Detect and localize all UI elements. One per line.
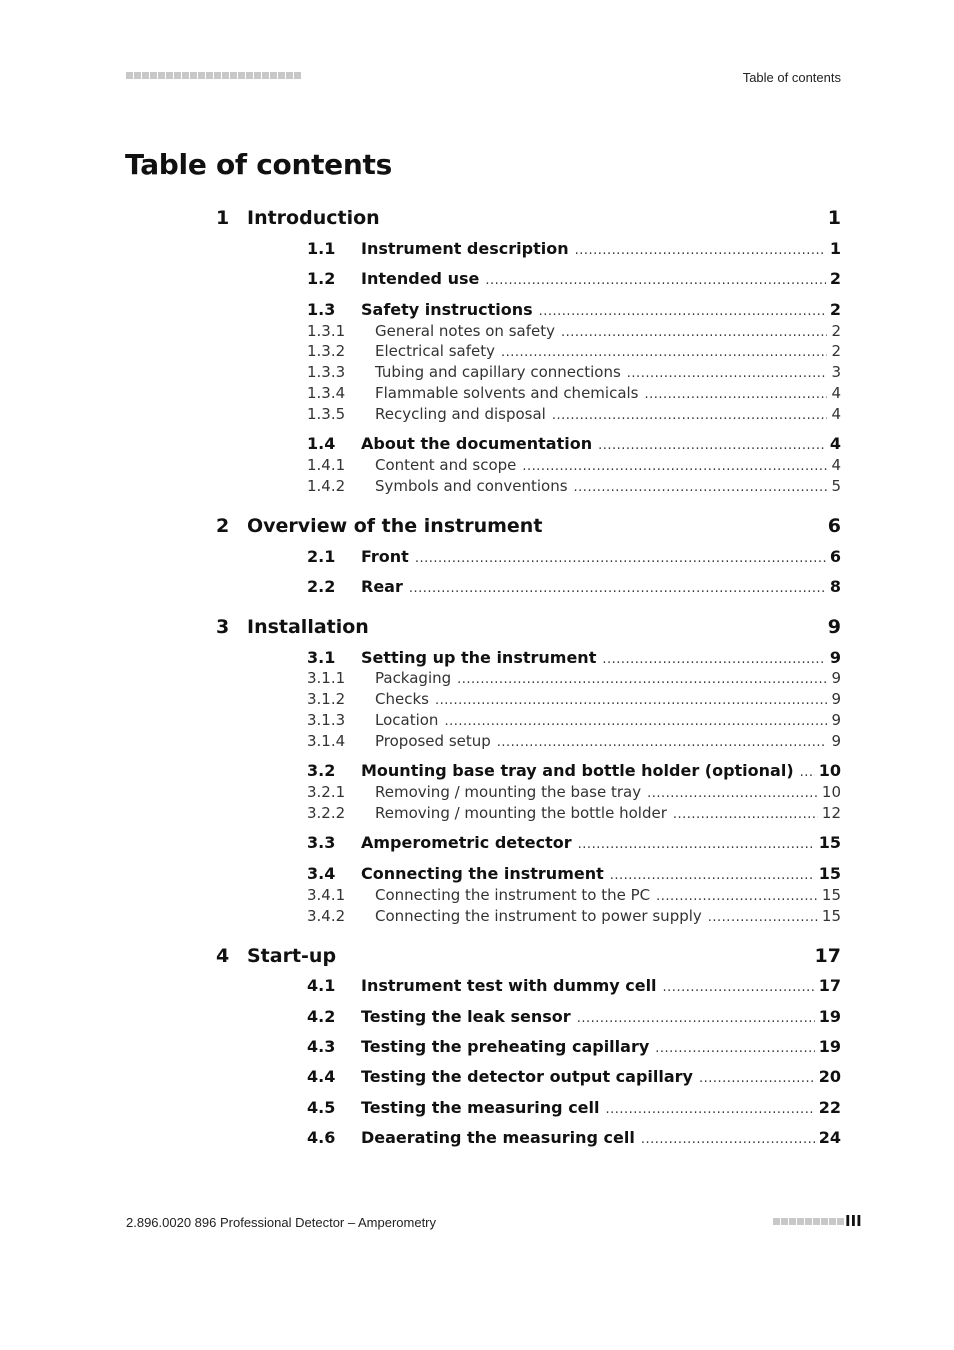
running-header: Table of contents	[742, 70, 841, 85]
dot-leader	[409, 581, 826, 596]
toc-section-number: 4.1	[307, 976, 336, 995]
toc-subsection-number: 3.4.2	[307, 907, 346, 925]
toc-section-title: Testing the detector output capillary	[361, 1067, 693, 1086]
toc-subsection-title: Location	[375, 711, 439, 729]
toc-subsection-title: Electrical safety	[375, 342, 495, 360]
toc-section-title: Connecting the instrument	[361, 864, 604, 883]
toc-subsection-number: 3.2.2	[307, 804, 346, 822]
dot-leader	[641, 1132, 815, 1147]
toc-subsection-number: 3.4.1	[307, 886, 346, 904]
toc-subsection-number: 1.3.3	[307, 363, 346, 381]
page-title: Table of contents	[125, 148, 392, 181]
toc-subsection-title: Removing / mounting the bottle holder	[375, 804, 667, 822]
toc-subsection[interactable]	[307, 477, 841, 495]
toc-section-number: 3.1	[307, 648, 336, 667]
toc-subsection[interactable]	[307, 783, 841, 801]
toc-subsection-page: 4	[831, 384, 841, 402]
toc-subsection-title: Connecting the instrument to power supply	[375, 907, 702, 925]
dot-leader	[800, 765, 815, 780]
toc-section-number: 4.3	[307, 1037, 336, 1056]
toc-section[interactable]	[307, 269, 841, 288]
toc-chapter-number: 4	[216, 945, 230, 967]
dot-leader	[708, 910, 818, 925]
toc-section-number: 1.4	[307, 434, 336, 453]
toc-subsection[interactable]	[307, 405, 841, 423]
toc-chapter-number: 1	[216, 207, 230, 229]
toc-section-title: Deaerating the measuring cell	[361, 1128, 635, 1147]
toc-subsection-page: 12	[821, 804, 841, 822]
toc-section-page: 19	[818, 1007, 841, 1026]
dot-leader	[444, 714, 827, 729]
toc-subsection-page: 15	[821, 886, 841, 904]
toc-subsection-title: Proposed setup	[375, 732, 491, 750]
toc-section-page: 19	[818, 1037, 841, 1056]
toc-subsection[interactable]	[307, 363, 841, 381]
toc-subsection-page: 2	[831, 342, 841, 360]
toc-chapter-title: Installation	[247, 616, 369, 638]
dot-leader	[539, 304, 826, 319]
toc-subsection-number: 1.3.4	[307, 384, 346, 402]
toc-subsection-number: 3.1.1	[307, 669, 346, 687]
toc-chapter-title: Introduction	[247, 207, 380, 229]
header-decoration	[126, 72, 301, 80]
toc-subsection-number: 1.4.1	[307, 456, 346, 474]
toc-subsection-page: 4	[831, 456, 841, 474]
toc-subsection[interactable]	[307, 322, 841, 340]
toc-subsection-number: 1.4.2	[307, 477, 346, 495]
dot-leader	[435, 693, 827, 708]
dot-leader	[561, 325, 827, 340]
footer-decoration	[773, 1218, 844, 1225]
toc-subsection-page: 10	[821, 783, 841, 801]
dot-leader	[497, 735, 828, 750]
toc-section[interactable]	[307, 1067, 841, 1086]
toc-section-title: Testing the measuring cell	[361, 1098, 600, 1117]
toc-subsection[interactable]	[307, 456, 841, 474]
toc-chapter[interactable]	[216, 945, 841, 967]
toc-chapter-number: 2	[216, 515, 230, 537]
toc-subsection-title: General notes on safety	[375, 322, 555, 340]
toc-chapter-page: 9	[827, 616, 841, 638]
toc-subsection-page: 4	[831, 405, 841, 423]
toc-section-page: 20	[818, 1067, 841, 1086]
toc-subsection[interactable]	[307, 669, 841, 687]
toc-section-title: Front	[361, 547, 409, 566]
toc-section-number: 4.4	[307, 1067, 336, 1086]
toc-subsection[interactable]	[307, 384, 841, 402]
toc-section-page: 8	[829, 577, 841, 596]
toc-section-number: 1.1	[307, 239, 336, 258]
dot-leader	[602, 652, 826, 667]
toc-section-number: 2.2	[307, 577, 336, 596]
toc-subsection[interactable]	[307, 711, 841, 729]
toc-section[interactable]	[307, 547, 841, 566]
toc-subsection-number: 1.3.5	[307, 405, 346, 423]
dot-leader	[577, 1011, 815, 1026]
toc-subsection-number: 3.1.4	[307, 732, 346, 750]
toc-subsection-title: Tubing and capillary connections	[375, 363, 621, 381]
toc-section-page: 9	[829, 648, 841, 667]
toc-subsection-title: Recycling and disposal	[375, 405, 546, 423]
toc-section-number: 2.1	[307, 547, 336, 566]
toc-section-number: 4.6	[307, 1128, 336, 1147]
toc-section-number: 1.3	[307, 300, 336, 319]
dot-leader	[574, 480, 828, 495]
toc-section-page: 2	[829, 269, 841, 288]
toc-section-number: 3.2	[307, 761, 336, 780]
dot-leader	[656, 889, 818, 904]
toc-subsection-number: 3.1.3	[307, 711, 346, 729]
dot-leader	[415, 551, 826, 566]
toc-subsection-number: 1.3.2	[307, 342, 346, 360]
toc-section[interactable]	[307, 1128, 841, 1147]
toc-subsection-number: 3.1.2	[307, 690, 346, 708]
toc-section[interactable]	[307, 864, 841, 883]
toc-section[interactable]	[307, 833, 841, 852]
toc-subsection-page: 9	[831, 669, 841, 687]
toc-subsection-title: Flammable solvents and chemicals	[375, 384, 639, 402]
toc-subsection[interactable]	[307, 732, 841, 750]
toc-section-page: 1	[829, 239, 841, 258]
toc-section-title: Mounting base tray and bottle holder (optional)	[361, 761, 794, 780]
toc-subsection-page: 9	[831, 690, 841, 708]
toc-section-number: 3.4	[307, 864, 336, 883]
toc-section[interactable]	[307, 577, 841, 596]
dot-leader	[699, 1071, 815, 1086]
toc-chapter-title: Start-up	[247, 945, 337, 967]
toc-subsection-page: 3	[831, 363, 841, 381]
toc-chapter-title: Overview of the instrument	[247, 515, 543, 537]
toc-section-page: 6	[829, 547, 841, 566]
toc-section-title: About the documentation	[361, 434, 593, 453]
dot-leader	[645, 387, 828, 402]
toc-subsection-title: Symbols and conventions	[375, 477, 568, 495]
toc-subsection-title: Content and scope	[375, 456, 517, 474]
toc-chapter[interactable]	[216, 515, 841, 537]
footer-document-title: 2.896.0020 896 Professional Detector – Amperometry	[126, 1215, 437, 1230]
toc-subsection-page: 2	[831, 322, 841, 340]
toc-section-number: 1.2	[307, 269, 336, 288]
toc-subsection[interactable]	[307, 907, 841, 925]
dot-leader	[501, 345, 827, 360]
toc-section-title: Instrument description	[361, 239, 569, 258]
toc-section[interactable]	[307, 1037, 841, 1056]
toc-subsection-page: 15	[821, 907, 841, 925]
dot-leader	[655, 1041, 814, 1056]
toc-section[interactable]	[307, 1007, 841, 1026]
dot-leader	[663, 980, 815, 995]
toc-subsection-page: 9	[831, 732, 841, 750]
toc-section-number: 4.5	[307, 1098, 336, 1117]
toc-subsection-number: 3.2.1	[307, 783, 346, 801]
toc-section-page: 17	[818, 976, 841, 995]
dot-leader	[485, 273, 826, 288]
toc-section[interactable]	[307, 434, 841, 453]
toc-section[interactable]	[307, 976, 841, 995]
dot-leader	[673, 807, 818, 822]
toc-chapter-number: 3	[216, 616, 230, 638]
toc-chapter[interactable]	[216, 207, 841, 229]
toc-section-page: 10	[818, 761, 841, 780]
dot-leader	[610, 868, 815, 883]
toc-chapter-page: 1	[827, 207, 841, 229]
toc-section-title: Setting up the instrument	[361, 648, 597, 667]
toc-section-page: 2	[829, 300, 841, 319]
toc-subsection-page: 5	[831, 477, 841, 495]
toc-section-title: Intended use	[361, 269, 480, 288]
toc-subsection-title: Connecting the instrument to the PC	[375, 886, 651, 904]
toc-chapter-page: 6	[827, 515, 841, 537]
toc-section-page: 22	[818, 1098, 841, 1117]
toc-chapter-page: 17	[814, 945, 841, 967]
toc-section-title: Testing the preheating capillary	[361, 1037, 650, 1056]
toc-section-title: Instrument test with dummy cell	[361, 976, 657, 995]
dot-leader	[522, 459, 827, 474]
dot-leader	[457, 672, 827, 687]
dot-leader	[606, 1102, 815, 1117]
toc-subsection[interactable]	[307, 342, 841, 360]
dot-leader	[627, 366, 828, 381]
toc-section[interactable]	[307, 648, 841, 667]
toc-section-page: 15	[818, 833, 841, 852]
toc-subsection-number: 1.3.1	[307, 322, 346, 340]
footer-page-number: III	[845, 1212, 862, 1230]
toc-subsection-title: Removing / mounting the base tray	[375, 783, 642, 801]
toc-section-title: Safety instructions	[361, 300, 533, 319]
toc-section-number: 3.3	[307, 833, 336, 852]
toc-section-page: 15	[818, 864, 841, 883]
dot-leader	[575, 243, 826, 258]
dot-leader	[598, 438, 826, 453]
toc-section-title: Amperometric detector	[361, 833, 572, 852]
toc-section-number: 4.2	[307, 1007, 336, 1026]
toc-section[interactable]	[307, 761, 841, 780]
toc-subsection[interactable]	[307, 690, 841, 708]
dot-leader	[647, 786, 818, 801]
toc-section-page: 4	[829, 434, 841, 453]
toc-section[interactable]	[307, 300, 841, 319]
toc-subsection-title: Packaging	[375, 669, 452, 687]
toc-subsection-title: Checks	[375, 690, 429, 708]
dot-leader	[552, 408, 828, 423]
toc-subsection[interactable]	[307, 804, 841, 822]
toc-section[interactable]	[307, 239, 841, 258]
toc-section-title: Rear	[361, 577, 403, 596]
toc-section-title: Testing the leak sensor	[361, 1007, 571, 1026]
toc-chapter[interactable]	[216, 616, 841, 638]
toc-section-page: 24	[818, 1128, 841, 1147]
toc-section[interactable]	[307, 1098, 841, 1117]
toc-subsection[interactable]	[307, 886, 841, 904]
dot-leader	[578, 837, 815, 852]
toc-subsection-page: 9	[831, 711, 841, 729]
